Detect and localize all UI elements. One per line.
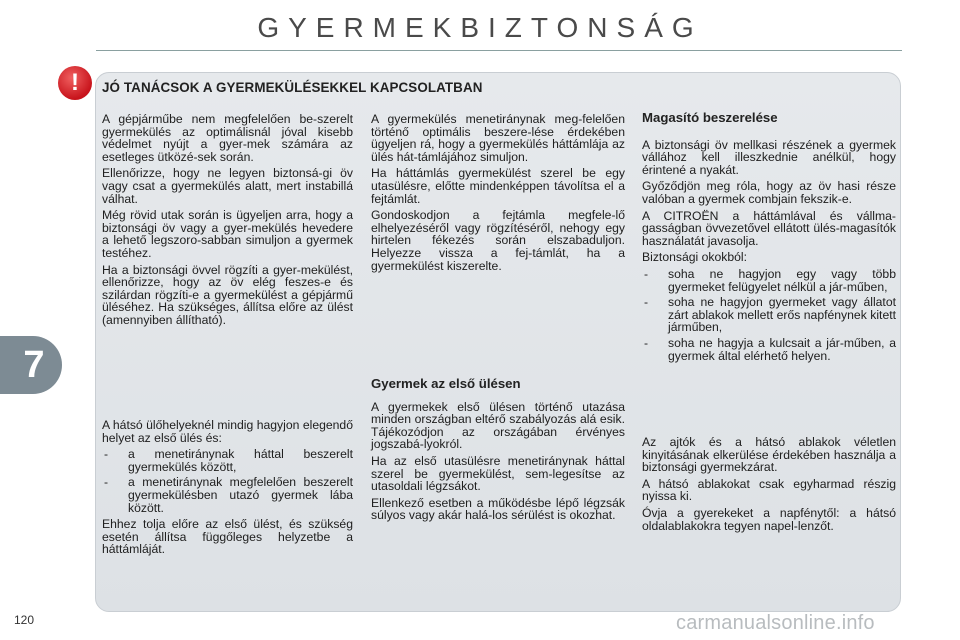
paragraph: Ha a biztonsági övvel rögzíti a gyer-mekülést, ellenőrizze, hogy az öv elég feszes-e és szilárdan rögzíti-e a gyermekülést a gépjármű üléséhez. Ha szükséges, állítsa előre az ülést (amennyiben állítható).	[102, 262, 353, 327]
list-item-text: soha ne hagyjon egy vagy több gyermeket felügyelet nélkül a jár-műben,	[668, 266, 896, 294]
chapter-number: 7	[23, 343, 45, 386]
paragraph: A hátsó ülőhelyeknél mindig hagyjon elegendő helyet az első ülés és:	[102, 418, 353, 445]
paragraph: Az ajtók és a hátsó ablakok véletlen kinyitásának elkerülése érdekében használja a biztonsági gyermekzárat.	[642, 435, 896, 475]
list-item	[102, 476, 353, 514]
paragraph: Ellenkező esetben a működésbe lépő légzsák súlyos vagy akár halá-los sérülést is okozhat.	[371, 495, 625, 523]
subsection-heading: Gyermek az első ülésen	[371, 376, 521, 391]
section-heading: JÓ TANÁCSOK A GYERMEKÜLÉSEKKEL KAPCSOLATBAN	[102, 80, 483, 95]
paragraph: Ehhez tolja előre az első ülést, és szükség esetén állítsa függőleges helyzetbe a háttámláját.	[102, 517, 353, 557]
dash-marker: -	[104, 475, 109, 490]
column-left	[102, 113, 353, 331]
list-item-text: soha ne hagyja a kulcsait a jár-műben, a gyermek által elérhető helyen.	[668, 335, 896, 363]
dash-marker: -	[644, 335, 649, 350]
paragraph: Ha háttámlás gyermekülést szerel be egy utasülésre, előtte mindenképpen távolítsa el a fejtámlát.	[371, 166, 625, 206]
list-item-text: soha ne hagyjon gyermeket vagy állatot zárt ablakok mellett erős napfénynek kitett járműben,	[668, 295, 896, 335]
chapter-tab	[0, 336, 62, 394]
column-left-lower	[102, 419, 353, 560]
paragraph: Gondoskodjon a fejtámla megfele-lő elhelyezéséről vagy rögzítéséről, nehogy egy hirtelen fékezés során elszabaduljon. Helyezze vissza a fej-támlát, ha a gyermekülést kiszerelte.	[371, 208, 625, 273]
paragraph: A CITROËN a háttámlával és vállma-gasságban övvezetővel ellátott ülés-magasítók használatát javasolja.	[642, 208, 896, 248]
paragraph: Óvja a gyerekeket a napfénytől: a hátsó oldalablakokra tegyen napel-lenzőt.	[642, 505, 896, 533]
bullet-list	[642, 268, 896, 362]
column-right	[642, 112, 896, 366]
watermark: carmanualsonline.info	[676, 612, 875, 634]
list-item	[642, 296, 896, 334]
page-number: 120	[14, 613, 35, 627]
paragraph: A gépjárműbe nem megfelelően be-szerelt gyermekülés az optimálisnál jóval kisebb védelmet nyújt a gyer-mek számára az esetleges ütközé-sek során.	[102, 112, 353, 164]
paragraph: Biztonsági okokból:	[642, 250, 748, 265]
dash-marker: -	[104, 447, 109, 462]
paragraph: Ellenőrizze, hogy ne legyen biztonsá-gi öv vagy csat a gyermekülés alatt, mert instabillá válhat.	[102, 166, 353, 206]
paragraph: A hátsó ablakokat csak egyharmad részig nyissa ki.	[642, 476, 896, 504]
paragraph: A gyermekek első ülésen történő utazása minden országban eltérő szabályozás alá esik. Tájékozódjon az országában érvényes jogszabá-lyokról.	[371, 399, 625, 452]
column-middle-lower	[371, 378, 625, 526]
list-item	[642, 268, 896, 293]
bullet-list	[102, 448, 353, 514]
subsection-heading: Magasító beszerelése	[642, 110, 778, 125]
list-item-text: a menetiránynak megfelelően beszerelt gyermekülésben utazó gyermek lába között.	[128, 475, 353, 515]
list-item-text: a menetiránynak háttal beszerelt gyermekülés között,	[128, 447, 353, 474]
paragraph: Ha az első utasülésre menetiránynak háttal szerel be gyermekülést, sem-legesítse az utasoldali légzsákot.	[371, 453, 625, 494]
dash-marker: -	[644, 295, 649, 310]
page-title: GYERMEKBIZTONSÁG	[257, 12, 703, 43]
paragraph: Győződjön meg róla, hogy az öv hasi része valóban a gyermek combjain fekszik-e.	[642, 179, 896, 206]
title-divider	[96, 50, 902, 51]
list-item	[642, 337, 896, 362]
exclamation-warning-icon: !	[58, 66, 92, 100]
paragraph: Még rövid utak során is ügyeljen arra, hogy a biztonsági öv vagy a gyer-mekülés hevedere a lehető legszoro-sabban simuljon a gyermek testéhez.	[102, 208, 353, 260]
paragraph: A biztonsági öv mellkasi részének a gyermek vállához kell illeszkednie anélkül, hogy érintené a nyakát.	[642, 137, 896, 177]
dash-marker: -	[644, 266, 649, 281]
paragraph: A gyermekülés menetiránynak meg-felelően történő optimális beszere-lése érdekében ügyeljen rá, hogy a gyermekülés háttámlája az ülés hát-támlájához simuljon.	[371, 112, 625, 164]
column-right-lower	[642, 436, 896, 536]
list-item	[102, 448, 353, 473]
column-middle	[371, 113, 625, 276]
